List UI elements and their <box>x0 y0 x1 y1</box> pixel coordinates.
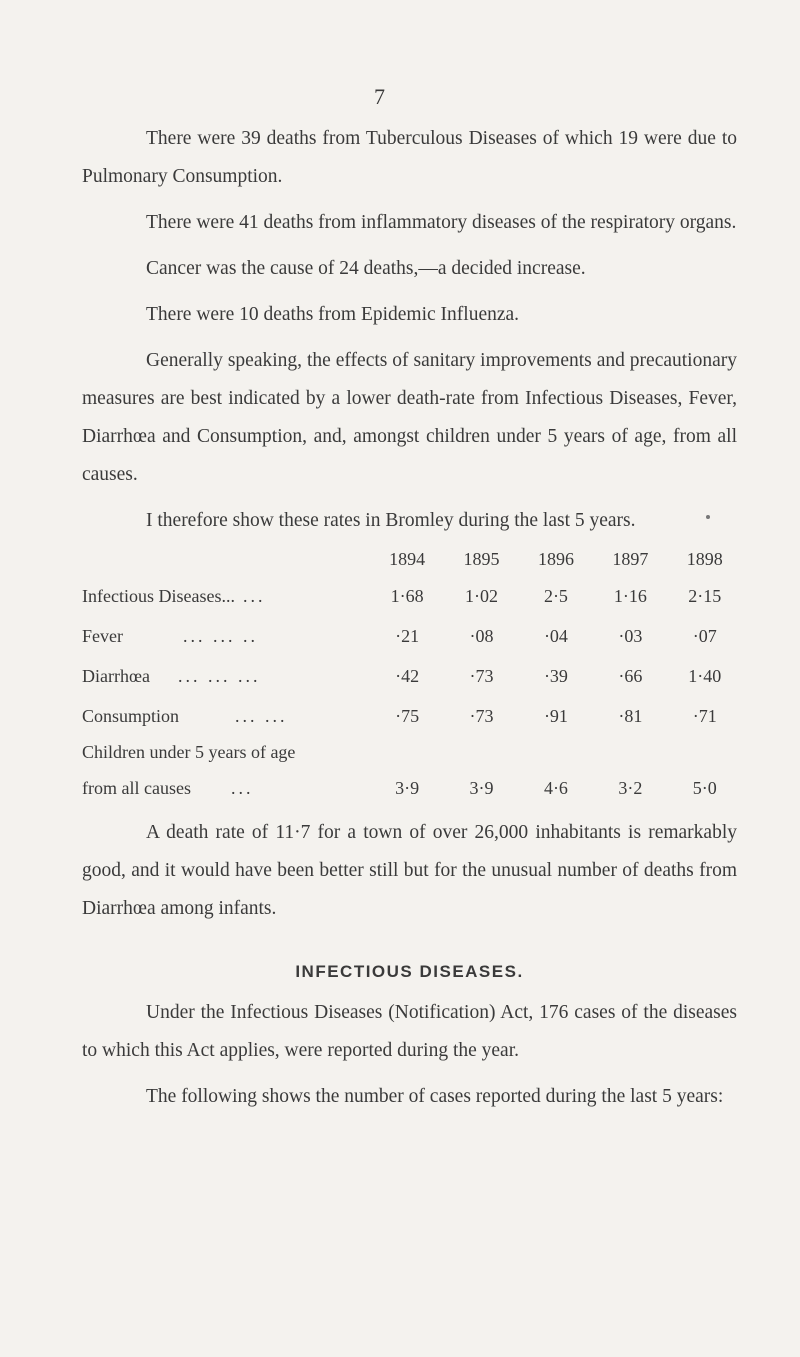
table-cell: ·73 <box>469 705 494 726</box>
paragraph-rates-intro: I therefore show these rates in Bromley during the last 5 years. <box>146 510 636 531</box>
table-cell: 2·15 <box>688 585 722 606</box>
table-cell: ·75 <box>395 705 420 726</box>
table-cell: ·42 <box>395 665 420 686</box>
table-row <box>82 656 742 696</box>
table-cell: ·04 <box>543 625 568 646</box>
table-cell: ·39 <box>543 665 568 686</box>
paragraph-sanitary: Generally speaking, the effects of sanitary improvements and precautionary measures are best indicated by a lower death-rate from Infectious Diseases, Fever, Diarrhœa and Consumption, and, amongst children under 5 years of age, from all causes. <box>82 350 737 485</box>
table-cell: 1·68 <box>390 585 424 606</box>
table-row <box>82 616 742 656</box>
table-row <box>82 768 742 808</box>
table-header-blank <box>82 542 370 576</box>
table-cell: 2·5 <box>543 585 568 606</box>
table-cell: ·71 <box>692 705 717 726</box>
year-header: 1894 <box>389 548 426 569</box>
leader-dots: ... <box>230 777 254 798</box>
table-cell: 1·16 <box>613 585 647 606</box>
row-label <box>82 616 370 656</box>
paragraph-cancer: Cancer was the cause of 24 deaths,—a decided increase. <box>146 258 586 279</box>
table-cell: ·21 <box>395 625 420 646</box>
table-cell: 4·6 <box>543 777 568 798</box>
table-cell: ·07 <box>692 625 717 646</box>
table-cell: ·08 <box>469 625 494 646</box>
section-heading-infectious-diseases: INFECTIOUS DISEASES. <box>295 962 524 981</box>
paragraph-death-rate: A death rate of 11·7 for a town of over 26,000 inhabitants is remarkably good, and it would have been better still but for the unusual number of deaths from Diarrhœa among infants. <box>82 822 737 919</box>
year-header: 1896 <box>537 548 574 569</box>
leader-dots: ... ... <box>235 705 288 726</box>
row-label <box>82 656 370 696</box>
paragraph-respiratory: There were 41 deaths from inflammatory diseases of the respiratory organs. <box>146 212 737 233</box>
table-header-row <box>82 542 742 576</box>
page-body <box>82 78 737 1124</box>
year-header: 1897 <box>612 548 649 569</box>
row-label <box>82 576 370 616</box>
table-cell: ·03 <box>618 625 643 646</box>
death-rates-table <box>82 542 742 808</box>
leader-dots: ... ... ... <box>177 665 261 686</box>
table-row <box>82 576 742 616</box>
paragraph-following: The following shows the number of cases reported during the last 5 years: <box>146 1086 724 1107</box>
table-cell: ·91 <box>543 705 568 726</box>
leader-dots: ... ... .. <box>182 625 258 646</box>
table-cell: ·73 <box>469 665 494 686</box>
row-label-text: Infectious Diseases... <box>82 585 235 606</box>
page-number: 7 <box>374 84 386 109</box>
paragraph-notification-act: Under the Infectious Diseases (Notification) Act, 176 cases of the diseases to which this Act applies, were reported during the year. <box>82 1002 737 1061</box>
speck-mark <box>706 515 710 519</box>
table-cell: ·66 <box>618 665 643 686</box>
table-row <box>82 696 742 736</box>
paragraph-influenza: There were 10 deaths from Epidemic Influenza. <box>146 304 520 325</box>
table-cell: 5·0 <box>692 777 717 798</box>
table-cell: 1·02 <box>465 585 499 606</box>
table-cell: ·81 <box>618 705 643 726</box>
row-label <box>82 768 370 808</box>
table-cell: 3·9 <box>469 777 494 798</box>
leader-dots: ... <box>242 585 266 606</box>
table-cell: 3·2 <box>618 777 643 798</box>
table-cell: 3·9 <box>395 777 420 798</box>
paragraph-tuberculous: There were 39 deaths from Tuberculous Diseases of which 19 were due to Pulmonary Consumption. <box>82 128 737 187</box>
row-label-text: Diarrhœa <box>82 665 150 686</box>
table-cell: 1·40 <box>688 665 722 686</box>
row-label <box>82 696 370 736</box>
table-row <box>82 736 742 768</box>
year-header: 1895 <box>463 548 500 569</box>
row-label: Children under 5 years of age <box>82 741 296 762</box>
row-label-text: Fever <box>82 625 123 646</box>
row-label-text: Consumption <box>82 705 180 726</box>
row-label-text: from all causes <box>82 777 191 798</box>
year-header: 1898 <box>686 548 723 569</box>
